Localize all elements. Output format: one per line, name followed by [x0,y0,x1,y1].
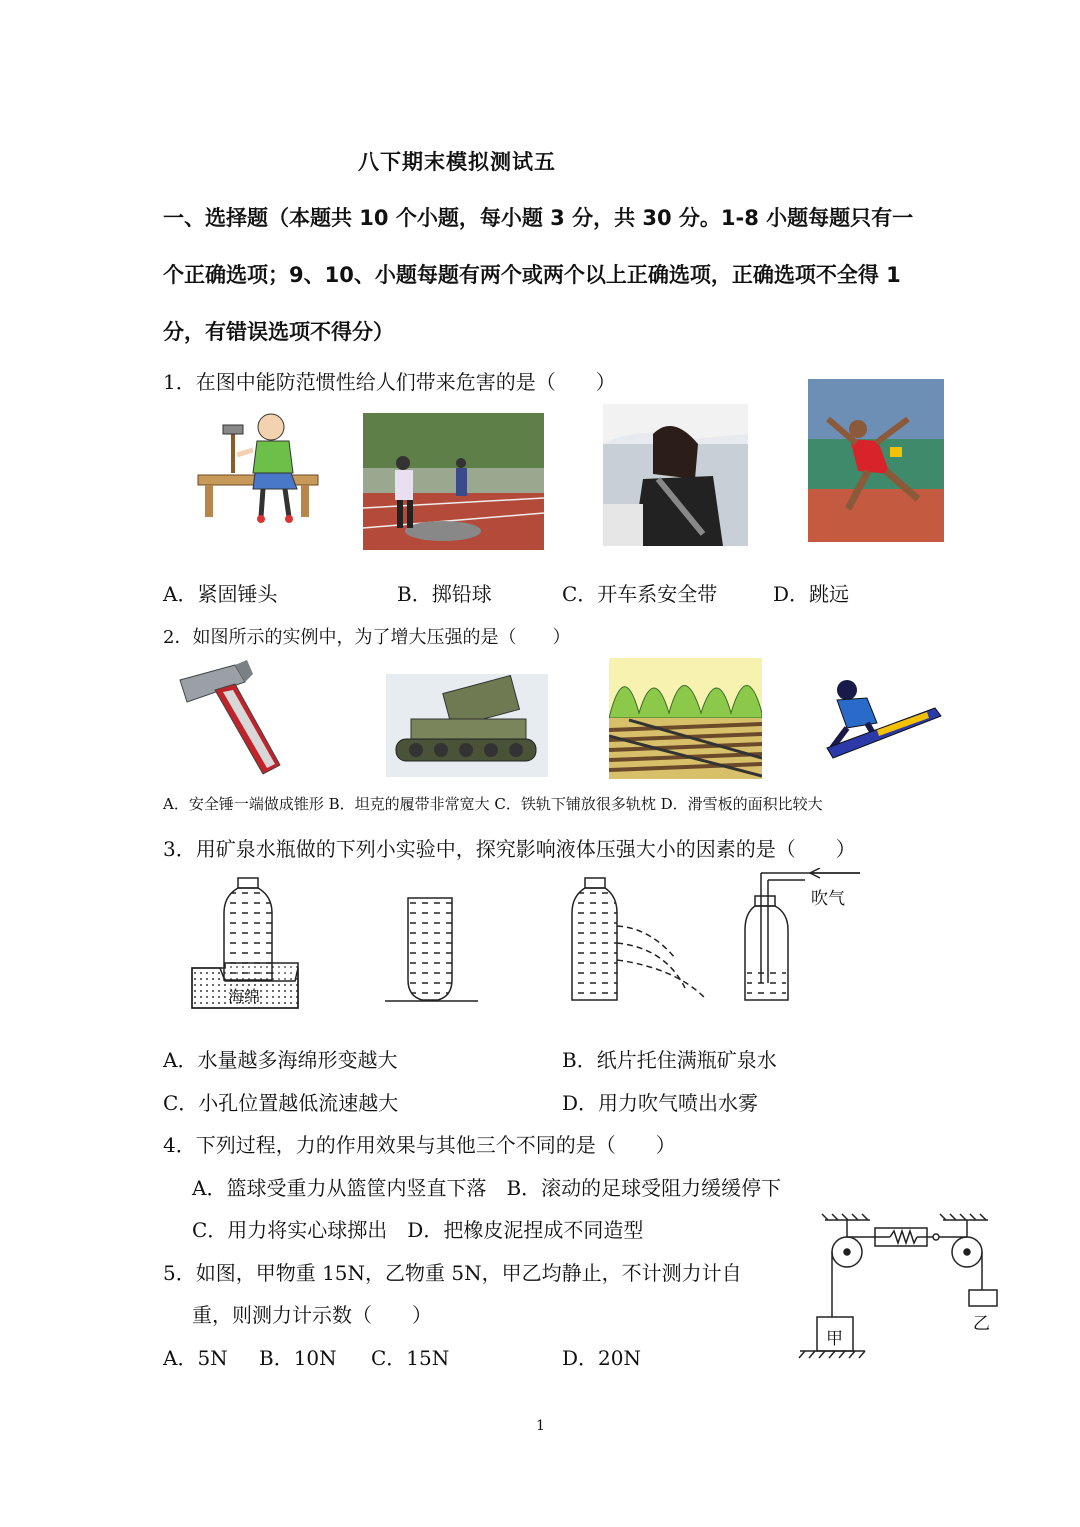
q3-option-a: A．水量越多海绵形变越大 [163,1048,398,1072]
q3-option-b: B．纸片托住满瓶矿泉水 [562,1048,777,1072]
q5-stem-line1: 5．如图，甲物重 15N，乙物重 5N，甲乙均静止，不计测力计自 [163,1261,742,1285]
railway-image [609,658,762,779]
q5-option-d: D．20N [562,1346,641,1370]
q4-options-line2: C．用力将实心球掷出 D．把橡皮泥捏成不同造型 [192,1218,644,1242]
q4-options-line1: A．篮球受重力从篮筐内竖直下落 B．滚动的足球受阻力缓缓停下 [192,1176,782,1200]
q5-option-b: B．10N [259,1346,337,1370]
q5-stem-line2: 重，则测力计示数（ ） [192,1303,432,1327]
long-jump-image [808,379,944,542]
seatbelt-image [603,404,748,546]
q3-option-d: D．用力吹气喷出水雾 [562,1091,759,1115]
page-title: 八下期末模拟测试五 [358,150,556,174]
sponge-label: 海绵 [228,987,261,1006]
section-heading-line2: 个正确选项；9、10、小题每题有两个或两个以上正确选项，正确选项不全得 1 [163,263,901,287]
section-heading-line1: 一、选择题（本题共 10 个小题，每小题 3 分，共 30 分。1-8 小题每题只有一 [163,206,914,230]
page-number: 1 [536,1418,545,1434]
q1-option-b: B．掷铅球 [397,582,492,606]
section-heading-line3: 分，有错误选项不得分） [163,320,394,344]
q3-stem: 3．用矿泉水瓶做的下列小实验中，探究影响液体压强大小的因素的是（ ） [163,837,856,861]
q4-stem: 4．下列过程，力的作用效果与其他三个不同的是（ ） [163,1133,676,1157]
label-jia: 甲 [826,1329,843,1349]
hammer-person-image [193,405,323,525]
q5-option-a: A．5N [163,1346,228,1370]
q1-option-d: D．跳远 [773,582,850,606]
bottle-experiments-diagram [180,868,900,1013]
q2-stem: 2．如图所示的实例中，为了增大压强的是（ ） [163,627,571,648]
q1-option-a: A．紧固锤头 [163,582,278,606]
blow-label: 吹气 [811,889,845,909]
tank-image [386,674,548,777]
snowboard-image [817,668,945,780]
q1-stem: 1．在图中能防范惯性给人们带来危害的是（ ） [163,370,616,394]
q2-options: A．安全锤一端做成锥形 B．坦克的履带非常宽大 C．铁轨下铺放很多轨枕 D．滑雪板的面积比较大 [163,795,823,813]
q1-option-c: C．开车系安全带 [562,582,718,606]
q5-option-c: C．15N [371,1346,450,1370]
q3-option-c: C．小孔位置越低流速越大 [163,1091,399,1115]
safety-hammer-image [175,660,290,778]
shot-put-image [363,413,544,550]
label-yi: 乙 [973,1314,990,1334]
